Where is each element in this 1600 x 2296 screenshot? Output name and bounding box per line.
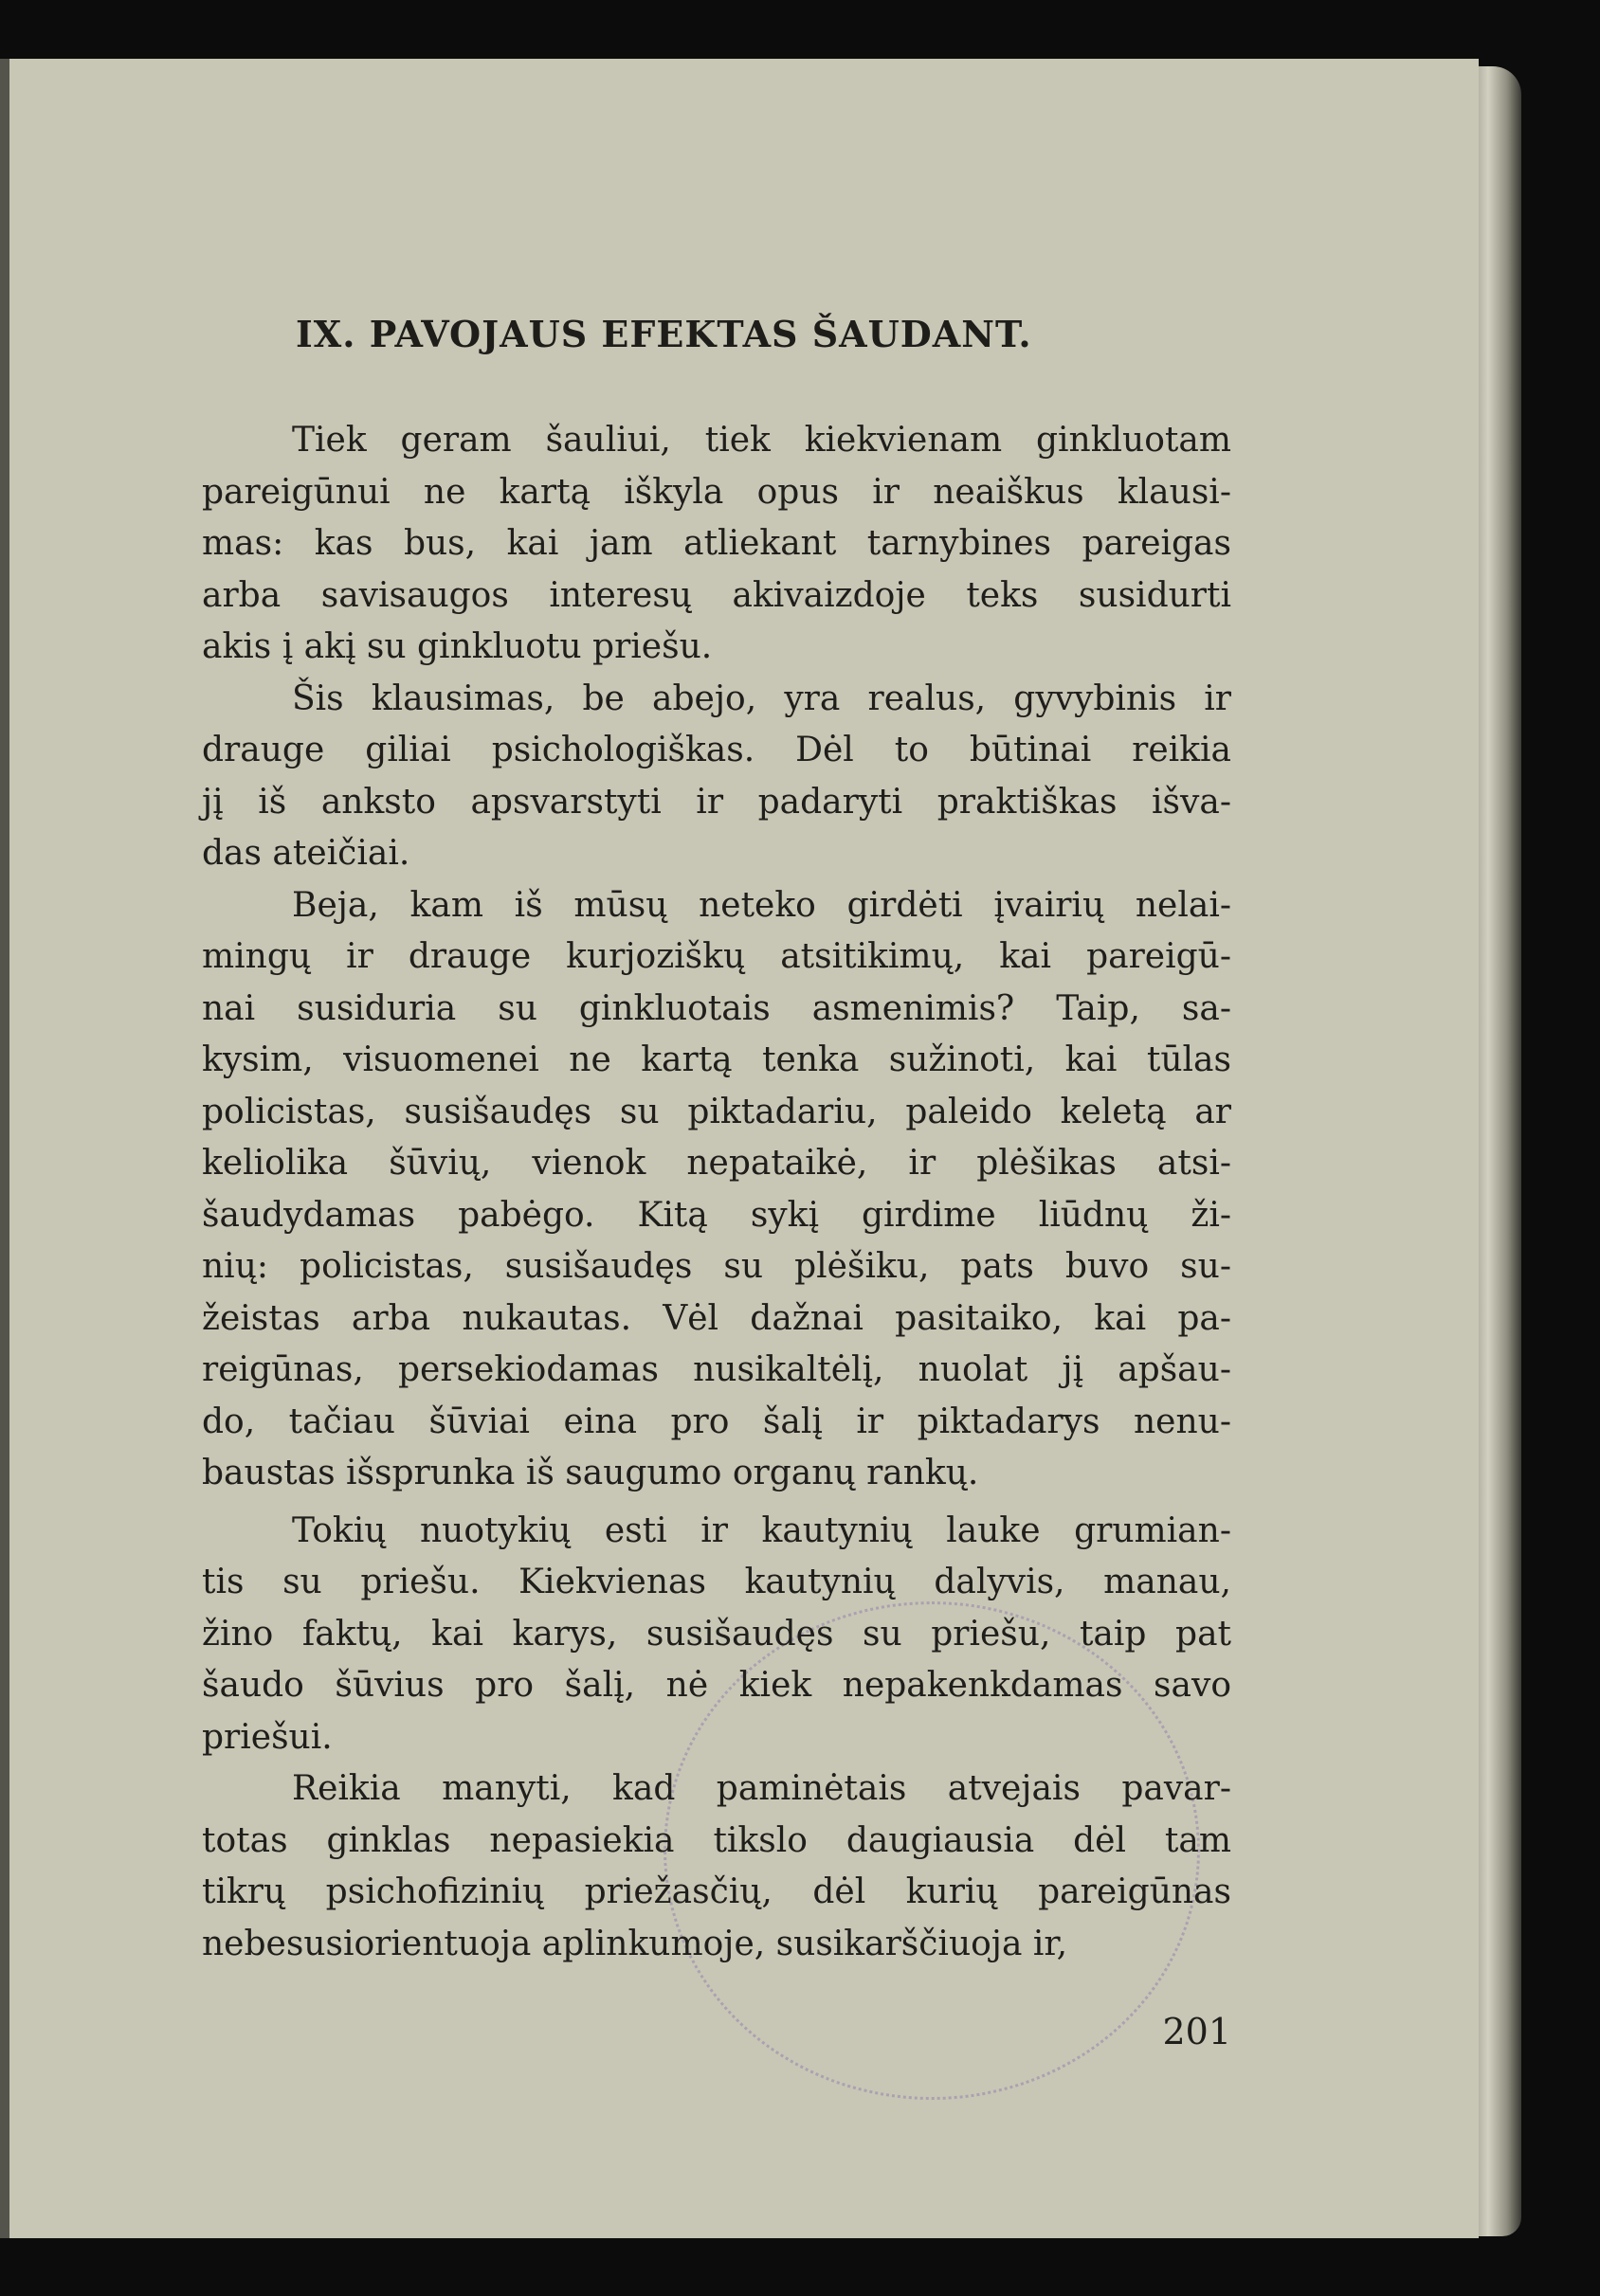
text-line: das ateičiai. (202, 834, 410, 873)
text-line: reigūnas, persekiodamas nusikaltėlį, nuolat jį apšau- (202, 1350, 1231, 1389)
text-line: do, tačiau šūviai eina pro šalį ir piktadarys nenu- (202, 1401, 1231, 1441)
paragraph (202, 415, 1231, 674)
text-line: tikrų psichofizinių priežasčių, dėl kurių pareigūnas (202, 1872, 1231, 1911)
text-line: šaudydamas pabėgo. Kitą sykį girdime liūdnų ži- (202, 1195, 1231, 1235)
chapter-body (202, 415, 1231, 1970)
text-line: mas: kas bus, kai jam atliekant tarnybines pareigas (202, 524, 1231, 563)
text-line: kysim, visuomenei ne kartą tenka sužinoti, kai tūlas (202, 1040, 1231, 1079)
chapter-title: IX. PAVOJAUS EFEKTAS ŠAUDANT. (296, 313, 1032, 355)
text-line: totas ginklas nepasiekia tikslo daugiausia dėl tam (202, 1820, 1231, 1860)
text-line: nai susiduria su ginkluotais asmenimis? Taip, sa- (202, 988, 1231, 1028)
text-line: drauge giliai psichologiškas. Dėl to būtinai reikia (202, 731, 1231, 769)
paragraph (202, 1506, 1231, 1764)
text-line: Tiek geram šauliui, tiek kiekvienam ginkluotam (292, 421, 1231, 460)
paragraph (202, 1763, 1231, 1970)
text-line: žeistas arba nukautas. Vėl dažnai pasitaiko, kai pa- (202, 1298, 1231, 1338)
text-line: pareigūnui ne kartą iškyla opus ir neaiškus klausi- (202, 472, 1231, 512)
text-line: arba savisaugos interesų akivaizdoje teks susidurti (202, 575, 1231, 615)
text-line: Beja, kam iš mūsų neteko girdėti įvairių nelai- (292, 885, 1231, 925)
text-line: akis į akį su ginkluotu priešu. (202, 627, 713, 666)
text-line: policistas, susišaudęs su piktadariu, paleido keletą ar (202, 1092, 1231, 1131)
text-line: keliolika šūvių, vienok nepataikė, ir plėšikas atsi- (202, 1144, 1231, 1183)
text-line: Šis klausimas, be abejo, yra realus, gyvybinis ir (292, 678, 1231, 718)
text-line: nių: policistas, susišaudęs su plėšiku, pats buvo su- (202, 1247, 1231, 1286)
text-line: šaudo šūvius pro šalį, nė kiek nepakenkdamas savo (202, 1666, 1231, 1705)
text-line: nebesusiorientuoja aplinkumoje, susikarščiuoja ir, (202, 1924, 1068, 1963)
page-edge (1474, 66, 1521, 2236)
paragraph (202, 674, 1231, 880)
page-number: 201 (1162, 2011, 1231, 2052)
text-line: Reikia manyti, kad paminėtais atvejais pavar- (292, 1769, 1231, 1808)
text-line: tis su priešu. Kiekvienas kautynių dalyvis, manau, (202, 1563, 1231, 1601)
page-binding-shadow (0, 59, 9, 2238)
text-line: priešui. (202, 1717, 333, 1757)
paragraph (202, 880, 1231, 1500)
text-line: jį iš anksto apsvarstyti ir padaryti praktiškas išva- (202, 782, 1231, 822)
text-line: mingų ir drauge kurjoziškų atsitikimų, kai pareigū- (202, 937, 1231, 976)
text-line: žino faktų, kai karys, susišaudęs su priešu, taip pat (202, 1614, 1231, 1654)
text-line: Tokių nuotykių esti ir kautynių lauke grumian- (292, 1510, 1231, 1550)
text-line: baustas išsprunka iš saugumo organų rankų. (202, 1454, 979, 1492)
